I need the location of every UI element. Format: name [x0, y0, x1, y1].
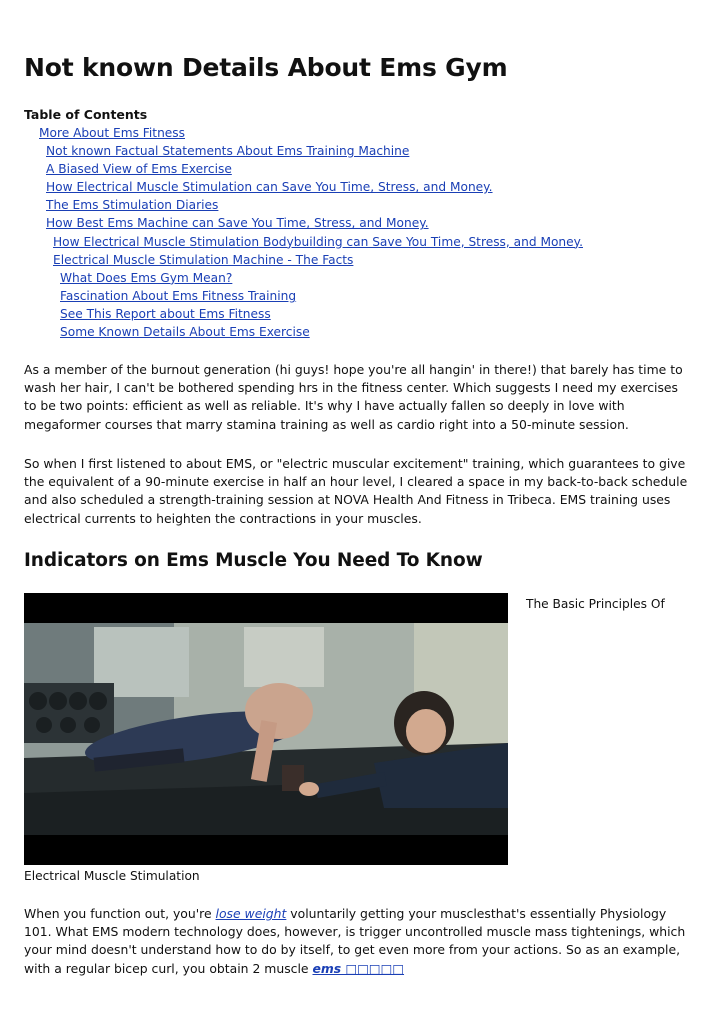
toc-link[interactable]: Fascination About Ems Fitness Training	[60, 288, 297, 303]
toc-link[interactable]: Electrical Muscle Stimulation Machine - The Facts	[53, 252, 354, 267]
toc-link[interactable]: More About Ems Fitness	[39, 126, 185, 140]
image-caption: Electrical Muscle Stimulation	[24, 869, 200, 883]
inline-link-lose-weight[interactable]: lose weight	[215, 906, 287, 921]
body-paragraph: So when I first listened to about EMS, or "electric muscular excitement" training, which guarantees to give the equivalent of a 90-minute exercise in half an hour level, I cleared a space in my back-to-back schedule and also scheduled a strength-training session at NOVA Health And Fitness in Tribeca. EMS training uses electrical currents to heighten the contractions in your muscles.	[24, 456, 688, 526]
paragraph-text: voluntarily getting your musclesthat's essentially Physiology 101. What EMS modern technology does, however, is trigger uncontrolled muscle mass tightenings, which your mind doesn't understand how to do by itself, to get even more from your actions. So as an example, with a regular bicep curl, you obtain 2 muscle	[24, 906, 686, 976]
workout-video-image[interactable]	[24, 593, 508, 865]
body-paragraph	[24, 905, 694, 978]
toc-link[interactable]: How Electrical Muscle Stimulation Bodybuilding can Save You Time, Stress, and Money.	[53, 234, 583, 249]
toc-link[interactable]: What Does Ems Gym Mean?	[60, 270, 233, 285]
toc-link[interactable]: How Best Ems Machine can Save You Time, Stress, and Money.	[46, 216, 429, 231]
page-title: Not known Details About Ems Gym	[24, 53, 508, 82]
side-caption: The Basic Principles Of	[526, 597, 665, 611]
toc-link[interactable]: Not known Factual Statements About Ems Training Machine	[46, 144, 410, 159]
toc-link[interactable]: How Electrical Muscle Stimulation can Save You Time, Stress, and Money.	[46, 180, 493, 195]
toc-link[interactable]: The Ems Stimulation Diaries	[46, 198, 219, 213]
toc-link[interactable]: A Biased View of Ems Exercise	[46, 162, 232, 177]
section-heading: Indicators on Ems Muscle You Need To Know	[24, 550, 483, 571]
toc-heading: Table of Contents	[24, 107, 148, 122]
table-of-contents	[24, 124, 583, 341]
toc-link[interactable]: Some Known Details About Ems Exercise	[60, 325, 310, 340]
paragraph-text: When you function out, you're	[24, 906, 216, 921]
gym-scene-illustration	[24, 593, 508, 865]
inline-link-ems[interactable]: ems □□□□□	[312, 960, 405, 976]
toc-link[interactable]: See This Report about Ems Fitness	[60, 306, 271, 321]
body-paragraph: As a member of the burnout generation (hi guys! hope you're all hangin' in there!) that barely has time to wash her hair, I can't be bothered spending hrs in the fitness center. Which suggests I need my exercises to be two points: efficient as well as reliable. It's why I have actually fallen so deeply in love with megaformer courses that marry stamina training as well as cardio right into a 50-minute session.	[24, 362, 683, 432]
